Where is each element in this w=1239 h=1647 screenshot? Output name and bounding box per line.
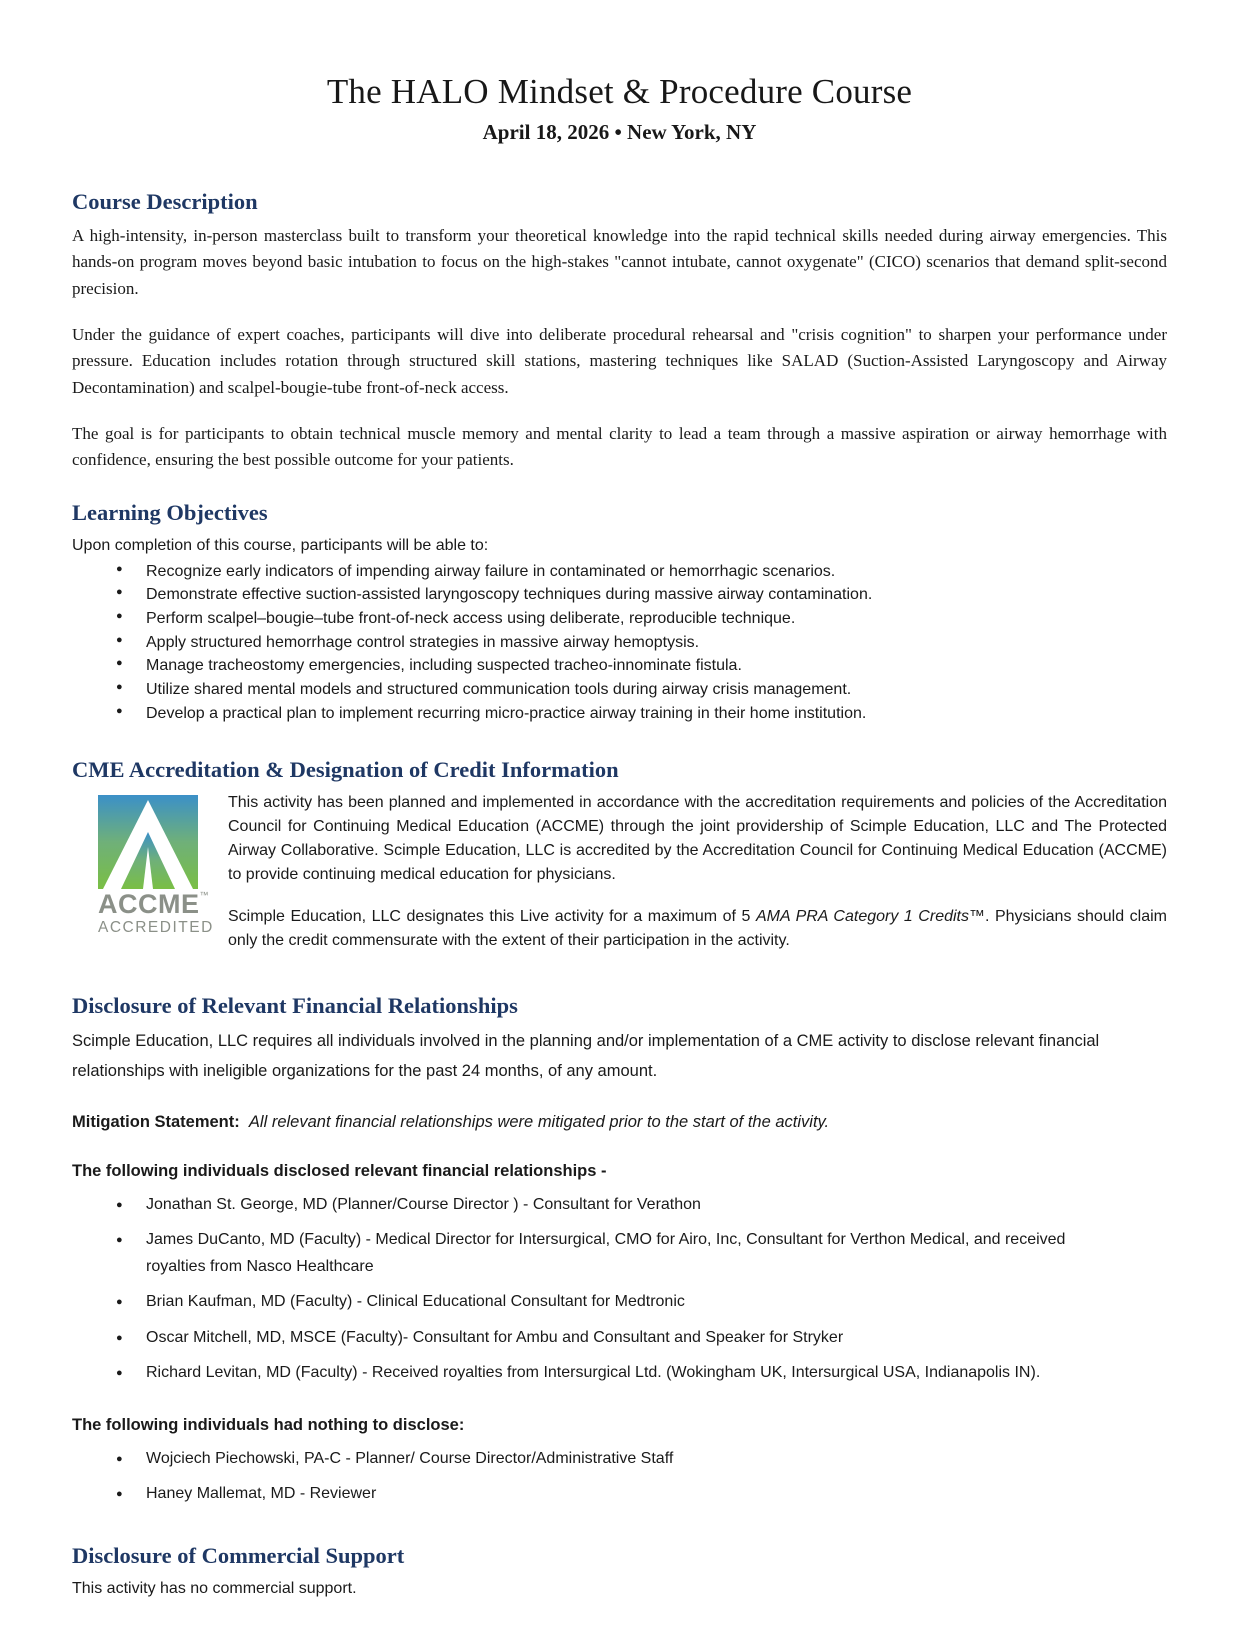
- section-commercial-support: [72, 1543, 1167, 1601]
- accme-trademark: ™: [199, 890, 209, 901]
- financial-disclosure-heading: Disclosure of Relevant Financial Relationships: [72, 993, 518, 1019]
- list-item: ● Utilize shared mental models and structured communication tools during airway crisis management.: [72, 678, 1167, 702]
- course-description-paragraph: The goal is for participants to obtain technical muscle memory and mental clarity to lead a team through a massive aspiration or airway hemorrhage with confidence, ensuring the best possible outcome for your patients.: [72, 424, 1167, 470]
- section-financial-disclosure: [72, 993, 1167, 1507]
- list-item: ● Jonathan St. George, MD (Planner/Course Director ) - Consultant for Verathon: [72, 1191, 1167, 1218]
- disclosed-relationships-block: [72, 1162, 1167, 1386]
- cme-paragraph-2: [228, 905, 1167, 953]
- list-item: ● Wojciech Piechowski, PA-C - Planner/ Course Director/Administrative Staff: [72, 1445, 1167, 1472]
- course-description-paragraph: A high-intensity, in-person masterclass built to transform your theoretical knowledge into the rapid technical skills needed during airway emergencies. This hands-on program moves beyond basic intubation to focus on the high-stakes "cannot intubate, cannot oxygenate" (CICO) scenarios that demand split-second precision.: [72, 226, 1167, 298]
- disclosed-relationships-list: [72, 1191, 1167, 1386]
- list-item: ● Richard Levitan, MD (Faculty) - Received royalties from Intersurgical Ltd. (Wokingham UK, Intersurgical USA, Indianapolis IN).: [72, 1359, 1167, 1386]
- accme-caption: [98, 889, 214, 937]
- section-learning-objectives: [72, 500, 1167, 726]
- nothing-to-disclose-block: [72, 1416, 1167, 1507]
- accme-logo: [98, 795, 214, 937]
- learning-objectives-heading: Learning Objectives: [72, 499, 268, 525]
- list-item: ● Recognize early indicators of impending airway failure in contaminated or hemorrhagic scenarios.: [72, 560, 1167, 584]
- list-item: ● Develop a practical plan to implement recurring micro-practice airway training in their home institution.: [72, 702, 1167, 726]
- mitigation-statement: [72, 1113, 1167, 1132]
- ama-pra-credit-designation: AMA PRA Category 1 Credits: [755, 908, 969, 926]
- mitigation-text: All relevant financial relationships were mitigated prior to the start of the activity.: [248, 1112, 830, 1131]
- commercial-support-paragraph: This activity has no commercial support.: [72, 1580, 357, 1598]
- document-header: [72, 72, 1167, 145]
- disclosed-relationships-heading: The following individuals disclosed relevant financial relationships -: [72, 1161, 607, 1180]
- mitigation-label: Mitigation Statement:: [72, 1112, 240, 1131]
- learning-objectives-intro: Upon completion of this course, participants will be able to:: [72, 536, 489, 554]
- cme-credits-post: ™. Physicians should claim only the credit commensurate with the extent of their participation in the activity.: [228, 908, 1168, 950]
- list-item: ● James DuCanto, MD (Faculty) - Medical Director for Intersurgical, CMO for Airo, Inc, Consultant for Verthon Medical, and received royalties from Nasco Healthcare: [72, 1226, 1167, 1280]
- event-date-location: April 18, 2026 • New York, NY: [482, 120, 757, 144]
- list-item: ● Manage tracheostomy emergencies, including suspected tracheo-innominate fistula.: [72, 654, 1167, 678]
- page-title: The HALO Mindset & Procedure Course: [326, 72, 913, 111]
- learning-objectives-list: [72, 560, 1167, 726]
- nothing-to-disclose-heading: The following individuals had nothing to disclose:: [72, 1415, 465, 1434]
- list-item: ● Brian Kaufman, MD (Faculty) - Clinical Educational Consultant for Medtronic: [72, 1288, 1167, 1315]
- course-description-heading: Course Description: [72, 189, 258, 214]
- accme-word: ACCME: [98, 889, 200, 920]
- commercial-support-heading: Disclosure of Commercial Support: [72, 1543, 405, 1569]
- list-item: ● Perform scalpel–bougie–tube front-of-neck access using deliberate, reproducible technique.: [72, 607, 1167, 631]
- section-cme-accreditation: [72, 757, 1167, 953]
- cme-accreditation-heading: CME Accreditation & Designation of Credit Information: [72, 757, 619, 783]
- section-course-description: [72, 189, 1167, 474]
- cme-paragraph-1: This activity has been planned and implemented in accordance with the accreditation requirements and policies of the Accreditation Council for Continuing Medical Education (ACCME) through the joint providership of Scimple Education, LLC and The Protected Airway Collaborative. Scimple Education, LLC is accredited by the Accreditation Council for Continuing Medical Education (ACCME) to provide continuing medical education for physicians.: [228, 794, 1167, 884]
- nothing-to-disclose-list: [72, 1445, 1167, 1507]
- financial-disclosure-paragraph: Scimple Education, LLC requires all individuals involved in the planning and/or implementation of a CME activity to disclose relevant financial relationships with ineligible organizations for the past 24 months, of any amount.: [72, 1032, 1100, 1081]
- accme-mark-icon: [98, 795, 198, 889]
- list-item: ● Oscar Mitchell, MD, MSCE (Faculty)- Consultant for Ambu and Consultant and Speaker for Stryker: [72, 1324, 1167, 1351]
- course-description-paragraph: Under the guidance of expert coaches, participants will dive into deliberate procedural rehearsal and "crisis cognition" to sharpen your performance under pressure. Education includes rotation through structured skill stations, mastering techniques like SALAD (Suction-Assisted Laryngoscopy and Airway Decontamination) and scalpel-bougie-tube front-of-neck access.: [72, 325, 1167, 397]
- cme-credits-pre: Scimple Education, LLC designates this Live activity for a maximum of 5: [228, 908, 756, 926]
- accme-accredited-label: ACCREDITED: [98, 919, 214, 937]
- list-item: ● Haney Mallemat, MD - Reviewer: [72, 1480, 1167, 1507]
- list-item: ● Demonstrate effective suction-assisted laryngoscopy techniques during massive airway contamination.: [72, 583, 1167, 607]
- list-item: ● Apply structured hemorrhage control strategies in massive airway hemoptysis.: [72, 631, 1167, 655]
